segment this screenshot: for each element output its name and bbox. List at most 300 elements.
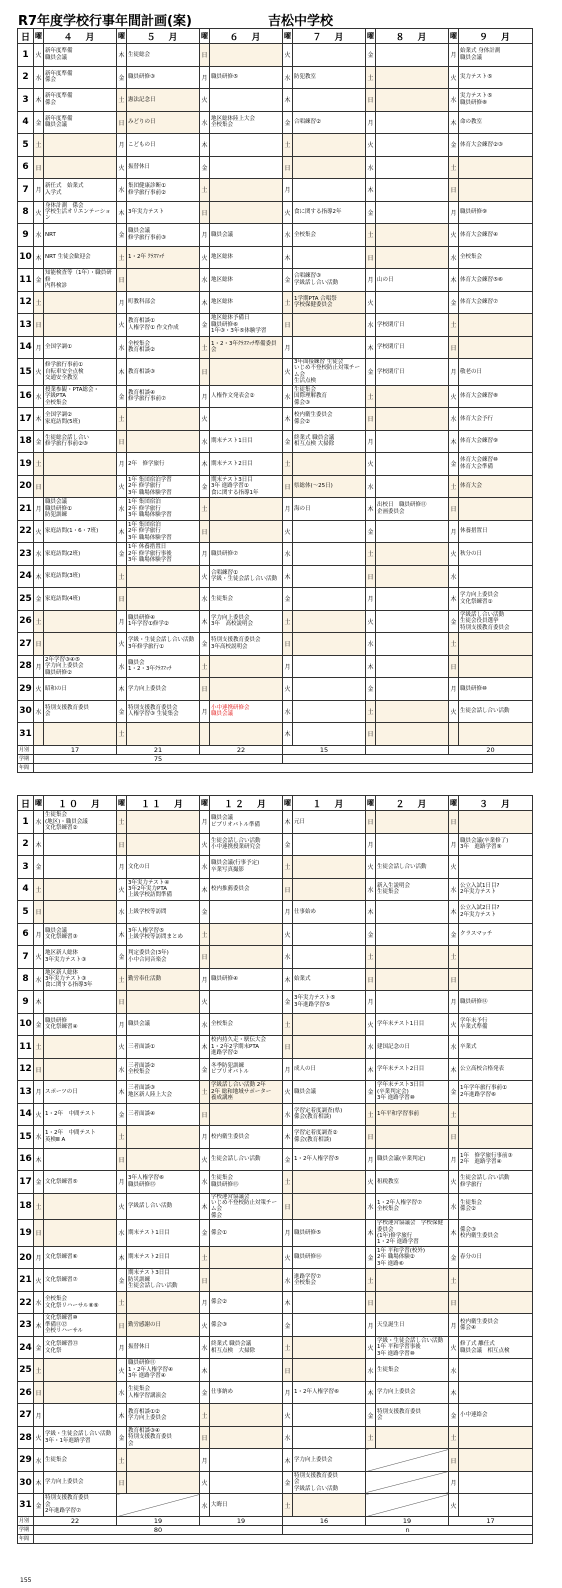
event-cell xyxy=(376,520,449,543)
event-cell xyxy=(210,1269,283,1292)
weekday-cell: 木 xyxy=(283,408,293,431)
event-cell: 始業式 身体計測 職員会議 xyxy=(459,44,533,67)
weekday-cell: 火 xyxy=(449,1336,459,1359)
weekday-cell: 日 xyxy=(200,44,210,67)
event-cell xyxy=(459,1291,533,1314)
event-cell: 学校運営協議会 いじめ不登校防止対策チーム会 係会 xyxy=(210,1193,283,1220)
annual-total: 155 xyxy=(20,1577,32,1584)
weekday-cell: 金 xyxy=(449,453,459,476)
weekday-cell: 火 xyxy=(34,520,44,543)
month-header: ７ 月 xyxy=(293,29,366,44)
day-row xyxy=(18,610,533,633)
weekday-header: 曜 xyxy=(200,29,210,44)
weekday-cell xyxy=(449,723,459,746)
weekday-cell: 水 xyxy=(117,1381,127,1404)
event-cell: 特別支援教育委員 会 学級話し合い活動 xyxy=(293,1471,366,1494)
event-cell: 仕事納め xyxy=(210,1381,283,1404)
weekday-cell: 月 xyxy=(283,1381,293,1404)
weekday-cell: 土 xyxy=(449,156,459,179)
event-cell: 校内衛生委員会 xyxy=(210,1126,283,1149)
event-cell: 教育相談④ 修学旅行事前⑦ xyxy=(127,385,200,408)
day-number: 12 xyxy=(18,291,34,314)
weekday-header: 曜 xyxy=(34,796,44,811)
event-cell xyxy=(44,1058,117,1081)
month-header: １ 月 xyxy=(293,796,366,811)
event-cell xyxy=(44,1359,117,1382)
weekday-cell: 水 xyxy=(200,856,210,879)
event-cell xyxy=(293,134,366,157)
event-cell: 大晦日 xyxy=(210,1494,283,1517)
event-cell xyxy=(376,946,449,969)
event-cell xyxy=(459,968,533,991)
event-cell: 体育大会予行 xyxy=(459,408,533,431)
event-cell: 生徒集会 xyxy=(44,1449,117,1472)
day-number: 5 xyxy=(18,901,34,924)
weekday-cell: 土 xyxy=(283,1336,293,1359)
weekday-cell: 水 xyxy=(117,1220,127,1247)
weekday-cell: 水 xyxy=(283,1269,293,1292)
event-cell xyxy=(459,1426,533,1449)
weekday-cell: 土 xyxy=(34,878,44,901)
event-cell xyxy=(293,179,366,202)
weekday-cell: 土 xyxy=(283,453,293,476)
day-number: 31 xyxy=(18,1494,34,1517)
weekday-cell: 火 xyxy=(366,1171,376,1194)
event-cell: 公立高校合格発表 xyxy=(459,1058,533,1081)
weekday-cell: 日 xyxy=(117,269,127,292)
day-number: 24 xyxy=(18,1336,34,1359)
weekday-cell: 木 xyxy=(117,520,127,543)
event-cell: 文化祭練習⑦ xyxy=(44,1269,117,1292)
weekday-cell: 土 xyxy=(117,1291,127,1314)
event-cell xyxy=(376,156,449,179)
event-cell: 職員研修 文化祭練習④ xyxy=(44,1013,117,1036)
weekday-cell: 土 xyxy=(200,923,210,946)
event-cell: 新任式 始業式 入学式 xyxy=(44,179,117,202)
weekday-cell: 金 xyxy=(283,269,293,292)
term-school-days xyxy=(283,754,533,763)
weekday-cell: 日 xyxy=(449,811,459,834)
event-cell: 職員会議 xyxy=(127,1013,200,1036)
weekday-cell: 金 xyxy=(283,1314,293,1337)
monthly-school-days: 22 xyxy=(200,745,283,754)
event-cell: 特別支援教育委員会 3年高校説明会 xyxy=(210,633,283,656)
weekday-cell: 日 xyxy=(366,723,376,746)
day-row xyxy=(18,408,533,431)
weekday-cell: 土 xyxy=(366,700,376,723)
day-number: 27 xyxy=(18,1404,34,1427)
weekday-cell: 月 xyxy=(200,385,210,408)
weekday-cell: 水 xyxy=(200,1336,210,1359)
event-cell xyxy=(127,1148,200,1171)
footer-label: 年間 xyxy=(18,1534,34,1543)
event-cell xyxy=(376,1269,449,1292)
weekday-cell: 金 xyxy=(200,314,210,337)
weekday-cell: 金 xyxy=(34,111,44,134)
weekday-cell: 水 xyxy=(117,655,127,678)
event-cell xyxy=(210,1246,283,1269)
weekday-cell: 火 xyxy=(200,1314,210,1337)
weekday-cell: 日 xyxy=(34,633,44,656)
event-cell: 文化祭練習⑩ 準備⑪⑫ 全校リハーサル xyxy=(44,1314,117,1337)
weekday-cell: 日 xyxy=(117,111,127,134)
weekday-cell: 木 xyxy=(117,1404,127,1427)
event-cell xyxy=(44,156,117,179)
weekday-cell: 水 xyxy=(366,1359,376,1382)
weekday-header: 曜 xyxy=(449,796,459,811)
monthly-school-days: 19 xyxy=(117,1516,200,1525)
event-cell: 合唱練習① 学級・生徒会話し合い活動 xyxy=(210,565,283,588)
weekday-cell: 日 xyxy=(366,968,376,991)
day-number: 11 xyxy=(18,1036,34,1059)
weekday-cell: 金 xyxy=(283,111,293,134)
event-cell: 体育大会練習②③ xyxy=(459,134,533,157)
weekday-cell: 土 xyxy=(366,385,376,408)
weekday-cell: 火 xyxy=(34,678,44,701)
event-cell: 修学旅行事前① 自転車安全点検 交通安全教室 xyxy=(44,359,117,386)
event-cell: 学習定着度調査(県) 係会(教育相談) xyxy=(293,1103,366,1126)
weekday-cell: 水 xyxy=(449,408,459,431)
day-row xyxy=(18,498,533,521)
weekday-cell: 金 xyxy=(366,678,376,701)
event-cell xyxy=(459,633,533,656)
event-cell xyxy=(376,723,449,746)
day-row xyxy=(18,1246,533,1269)
weekday-cell: 木 xyxy=(34,833,44,856)
day-number: 31 xyxy=(18,723,34,746)
event-cell: 成人の日 xyxy=(293,1058,366,1081)
event-cell xyxy=(376,633,449,656)
event-cell: 職員会議 xyxy=(210,224,283,247)
weekday-cell: 金 xyxy=(449,923,459,946)
day-number: 27 xyxy=(18,633,34,656)
weekday-header: 曜 xyxy=(283,29,293,44)
event-cell xyxy=(376,655,449,678)
event-cell: 校内衛生委員会 係会④ xyxy=(459,1314,533,1337)
event-cell: 学力向上委員会 xyxy=(127,678,200,701)
event-cell: 学級話し合い活動 生徒会役員選挙 特別支援教育委員会 xyxy=(459,610,533,633)
day-row xyxy=(18,1171,533,1194)
weekday-cell: 月 xyxy=(117,134,127,157)
event-cell: 勤労感謝の日 xyxy=(127,1314,200,1337)
weekday-cell: 月 xyxy=(366,111,376,134)
event-cell xyxy=(210,498,283,521)
weekday-cell: 火 xyxy=(117,633,127,656)
day-number: 10 xyxy=(18,1013,34,1036)
event-cell xyxy=(293,856,366,879)
event-cell xyxy=(44,475,117,498)
weekday-cell: 金 xyxy=(283,833,293,856)
weekday-cell: 土 xyxy=(117,1449,127,1472)
event-cell xyxy=(376,44,449,67)
weekday-cell: 木 xyxy=(283,1449,293,1472)
event-cell: 公立入試1日目? 2年実力テスト xyxy=(459,878,533,901)
day-number: 16 xyxy=(18,1148,34,1171)
weekday-cell: 月 xyxy=(366,1314,376,1337)
day-number: 19 xyxy=(18,1220,34,1247)
event-cell: 授業参観・PTA総会・ 学級PTA 全校集会 xyxy=(44,385,117,408)
event-cell: 職員研修④ 1年学習①修学② xyxy=(127,610,200,633)
event-cell: 町教科部会 xyxy=(127,291,200,314)
weekday-cell: 水 xyxy=(34,543,44,566)
weekday-cell: 木 xyxy=(34,565,44,588)
event-cell xyxy=(210,1449,283,1472)
weekday-cell: 金 xyxy=(200,1381,210,1404)
event-cell xyxy=(127,1471,200,1494)
day-row xyxy=(18,678,533,701)
weekday-cell: 水 xyxy=(117,179,127,202)
day-number: 12 xyxy=(18,1058,34,1081)
day-row xyxy=(18,856,533,879)
footer-label: 月別 xyxy=(18,1516,34,1525)
event-cell xyxy=(293,655,366,678)
event-cell: 上級学校等訪問 xyxy=(127,901,200,924)
day-number: 7 xyxy=(18,179,34,202)
event-cell xyxy=(376,901,449,924)
event-cell xyxy=(127,811,200,834)
event-cell: スポーツの日 xyxy=(44,1081,117,1104)
weekday-cell: 土 xyxy=(117,408,127,431)
event-cell: 三者面談① xyxy=(127,1036,200,1059)
weekday-cell: 金 xyxy=(366,44,376,67)
event-cell: 1・2年 中間テスト 英検Ⅲ A xyxy=(44,1126,117,1149)
day-number: 28 xyxy=(18,1426,34,1449)
event-cell xyxy=(293,1494,366,1517)
weekday-cell: 月 xyxy=(449,1148,459,1171)
day-number: 4 xyxy=(18,111,34,134)
weekday-cell: 土 xyxy=(449,633,459,656)
weekday-cell: 金 xyxy=(200,633,210,656)
weekday-cell: 水 xyxy=(117,1058,127,1081)
weekday-cell: 金 xyxy=(449,134,459,157)
day-number: 22 xyxy=(18,520,34,543)
event-cell xyxy=(459,1471,533,1494)
event-cell: 学力向上委員会 xyxy=(44,1471,117,1494)
event-cell xyxy=(210,723,283,746)
weekday-cell: 月 xyxy=(449,201,459,224)
event-cell xyxy=(293,1171,366,1194)
weekday-cell: 金 xyxy=(200,156,210,179)
day-row xyxy=(18,1036,533,1059)
day-row xyxy=(18,314,533,337)
event-cell xyxy=(210,655,283,678)
weekday-header: 曜 xyxy=(366,796,376,811)
weekday-cell: 火 xyxy=(449,856,459,879)
event-cell xyxy=(376,475,449,498)
weekday-cell: 土 xyxy=(34,1193,44,1220)
weekday-cell: 木 xyxy=(200,291,210,314)
weekday-cell: 月 xyxy=(366,1148,376,1171)
event-cell: 地区総体予備日 職員研修⑥ 1年③・3年⑤体験学習 xyxy=(210,314,283,337)
event-cell: 三者面談④ xyxy=(127,1103,200,1126)
event-cell: 新年度準備 職員会議 xyxy=(44,44,117,67)
event-cell xyxy=(44,1404,117,1427)
weekday-cell: 月 xyxy=(283,498,293,521)
event-cell: 体育大会練習⑨ xyxy=(459,430,533,453)
day-number: 11 xyxy=(18,269,34,292)
monthly-school-days xyxy=(366,745,449,754)
event-cell xyxy=(293,1426,366,1449)
event-cell: 1年平和学習事前 xyxy=(376,1103,449,1126)
calendar-table-second-half xyxy=(17,795,533,1544)
event-cell: 学校閉庁日 xyxy=(376,359,449,386)
day-number: 26 xyxy=(18,610,34,633)
weekday-cell: 木 xyxy=(366,655,376,678)
weekday-cell: 火 xyxy=(117,156,127,179)
event-cell: 1学期PTA 合唱祭 学校保健委員会 xyxy=(293,291,366,314)
weekday-cell: 日 xyxy=(200,520,210,543)
weekday-cell: 火 xyxy=(366,291,376,314)
event-cell: 特別支援教育委員 会 xyxy=(376,1404,449,1427)
weekday-cell: 水 xyxy=(283,66,293,89)
event-cell: 係会② xyxy=(210,1291,283,1314)
weekday-cell: 火 xyxy=(283,1246,293,1269)
calendar-table-first-half xyxy=(17,28,533,773)
weekday-cell: 日 xyxy=(366,1291,376,1314)
blank-cell xyxy=(366,1494,449,1517)
event-cell xyxy=(459,498,533,521)
weekday-cell: 水 xyxy=(366,314,376,337)
event-cell xyxy=(127,269,200,292)
weekday-cell: 月 xyxy=(449,678,459,701)
event-cell: 学校閉庁日 xyxy=(376,314,449,337)
weekday-cell: 木 xyxy=(34,408,44,431)
weekday-cell: 木 xyxy=(283,968,293,991)
weekday-cell: 日 xyxy=(366,1126,376,1149)
weekday-cell: 日 xyxy=(449,1449,459,1472)
event-cell: 新入生説明会 生徒集会 xyxy=(376,878,449,901)
day-number: 9 xyxy=(18,991,34,1014)
event-cell: 職員会議(卒業修了) 3年 進路学習⑨ xyxy=(459,833,533,856)
weekday-cell: 月 xyxy=(200,700,210,723)
event-cell: 係会③ 校内衛生委員会 xyxy=(459,1220,533,1247)
weekday-cell: 金 xyxy=(366,520,376,543)
event-cell xyxy=(44,134,117,157)
event-cell xyxy=(293,678,366,701)
event-cell: 職員会議(卒業判定) xyxy=(376,1148,449,1171)
event-cell: 全校集会 xyxy=(210,1013,283,1036)
weekday-cell: 火 xyxy=(117,1359,127,1382)
event-cell xyxy=(376,610,449,633)
weekday-cell: 月 xyxy=(117,1171,127,1194)
day-number: 25 xyxy=(18,1359,34,1382)
event-cell: 特別支援教育委員 会 xyxy=(44,700,117,723)
weekday-cell: 日 xyxy=(200,678,210,701)
weekday-cell: 水 xyxy=(200,111,210,134)
event-cell xyxy=(459,1269,533,1292)
weekday-cell: 土 xyxy=(117,968,127,991)
event-cell: 体育大会 xyxy=(459,475,533,498)
event-cell: 3年面接練習 生徒会 いじめ不登校防止対策チーム会 生活点検 xyxy=(293,359,366,386)
event-cell xyxy=(376,833,449,856)
weekday-cell: 火 xyxy=(34,1426,44,1449)
event-cell: 全校集会 xyxy=(459,246,533,269)
weekday-cell: 木 xyxy=(200,1193,210,1220)
event-cell: 人権作文発表会② xyxy=(210,385,283,408)
event-cell: 修了式 離任式 職員会議 相互点検 xyxy=(459,1336,533,1359)
event-cell: 命の教室 xyxy=(459,111,533,134)
day-number: 18 xyxy=(18,1193,34,1220)
day-number: 5 xyxy=(18,134,34,157)
event-cell xyxy=(127,833,200,856)
event-cell xyxy=(127,1126,200,1149)
weekday-cell: 火 xyxy=(366,1336,376,1359)
event-cell xyxy=(293,44,366,67)
weekday-cell: 土 xyxy=(449,946,459,969)
event-cell: 1年学年旅行事前① 2年進路学習⑥ xyxy=(459,1081,533,1104)
month-header: ４ 月 xyxy=(44,29,117,44)
monthly-school-days: 19 xyxy=(366,1516,449,1525)
event-cell xyxy=(293,878,366,901)
weekday-cell: 金 xyxy=(117,1103,127,1126)
event-cell xyxy=(44,1193,117,1220)
day-number: 2 xyxy=(18,66,34,89)
event-cell xyxy=(210,678,283,701)
day-number: 4 xyxy=(18,878,34,901)
day-row xyxy=(18,179,533,202)
weekday-cell: 水 xyxy=(449,878,459,901)
day-number: 1 xyxy=(18,811,34,834)
weekday-cell: 日 xyxy=(200,201,210,224)
weekday-cell: 木 xyxy=(449,1058,459,1081)
weekday-cell: 金 xyxy=(117,224,127,247)
event-cell xyxy=(44,610,117,633)
event-cell xyxy=(293,1193,366,1220)
weekday-cell: 火 xyxy=(283,520,293,543)
weekday-cell: 水 xyxy=(34,224,44,247)
day-number: 8 xyxy=(18,968,34,991)
weekday-cell: 日 xyxy=(283,314,293,337)
weekday-cell: 木 xyxy=(449,430,459,453)
weekday-cell: 水 xyxy=(283,1103,293,1126)
day-row xyxy=(18,89,533,112)
event-cell: 春分の日 xyxy=(459,1246,533,1269)
weekday-cell: 日 xyxy=(366,811,376,834)
event-cell: 体育大会練習⑦ xyxy=(459,291,533,314)
weekday-cell: 月 xyxy=(200,66,210,89)
day-row xyxy=(18,543,533,566)
event-cell xyxy=(376,111,449,134)
event-cell: 職員研修⑨ xyxy=(459,201,533,224)
weekday-cell: 月 xyxy=(34,498,44,521)
page-title: R7年度学校行事年間計画(案) xyxy=(18,14,192,29)
weekday-cell: 日 xyxy=(283,475,293,498)
event-cell: 地区新人総体 3年実力テスト③ xyxy=(44,946,117,969)
event-cell xyxy=(376,291,449,314)
event-cell: 職員会議 xyxy=(293,1081,366,1104)
weekday-cell: 火 xyxy=(283,359,293,386)
event-cell: 期末テスト3日目 防災訓練 生徒会話し合い活動 xyxy=(127,1269,200,1292)
event-cell: 新年度準備 係会 xyxy=(44,66,117,89)
event-cell xyxy=(459,1126,533,1149)
weekday-cell: 日 xyxy=(34,475,44,498)
weekday-cell: 金 xyxy=(34,588,44,611)
event-cell: 職員研修④ xyxy=(210,968,283,991)
day-row xyxy=(18,633,533,656)
day-row xyxy=(18,1013,533,1036)
weekday-cell: 火 xyxy=(366,134,376,157)
event-cell: 職員研修⑭ xyxy=(459,991,533,1014)
day-row xyxy=(18,291,533,314)
event-cell: 3年実力テスト④ 3年2年実力PTA 上級学校訪問準備 xyxy=(127,878,200,901)
event-cell: クラスマッチ xyxy=(459,923,533,946)
event-cell xyxy=(210,1359,283,1382)
event-cell xyxy=(376,991,449,1014)
weekday-cell: 日 xyxy=(117,430,127,453)
event-cell: 小中連携研修会 職員会議 xyxy=(210,700,283,723)
event-cell: NRT 生徒会歓迎会 xyxy=(44,246,117,269)
day-row xyxy=(18,430,533,453)
